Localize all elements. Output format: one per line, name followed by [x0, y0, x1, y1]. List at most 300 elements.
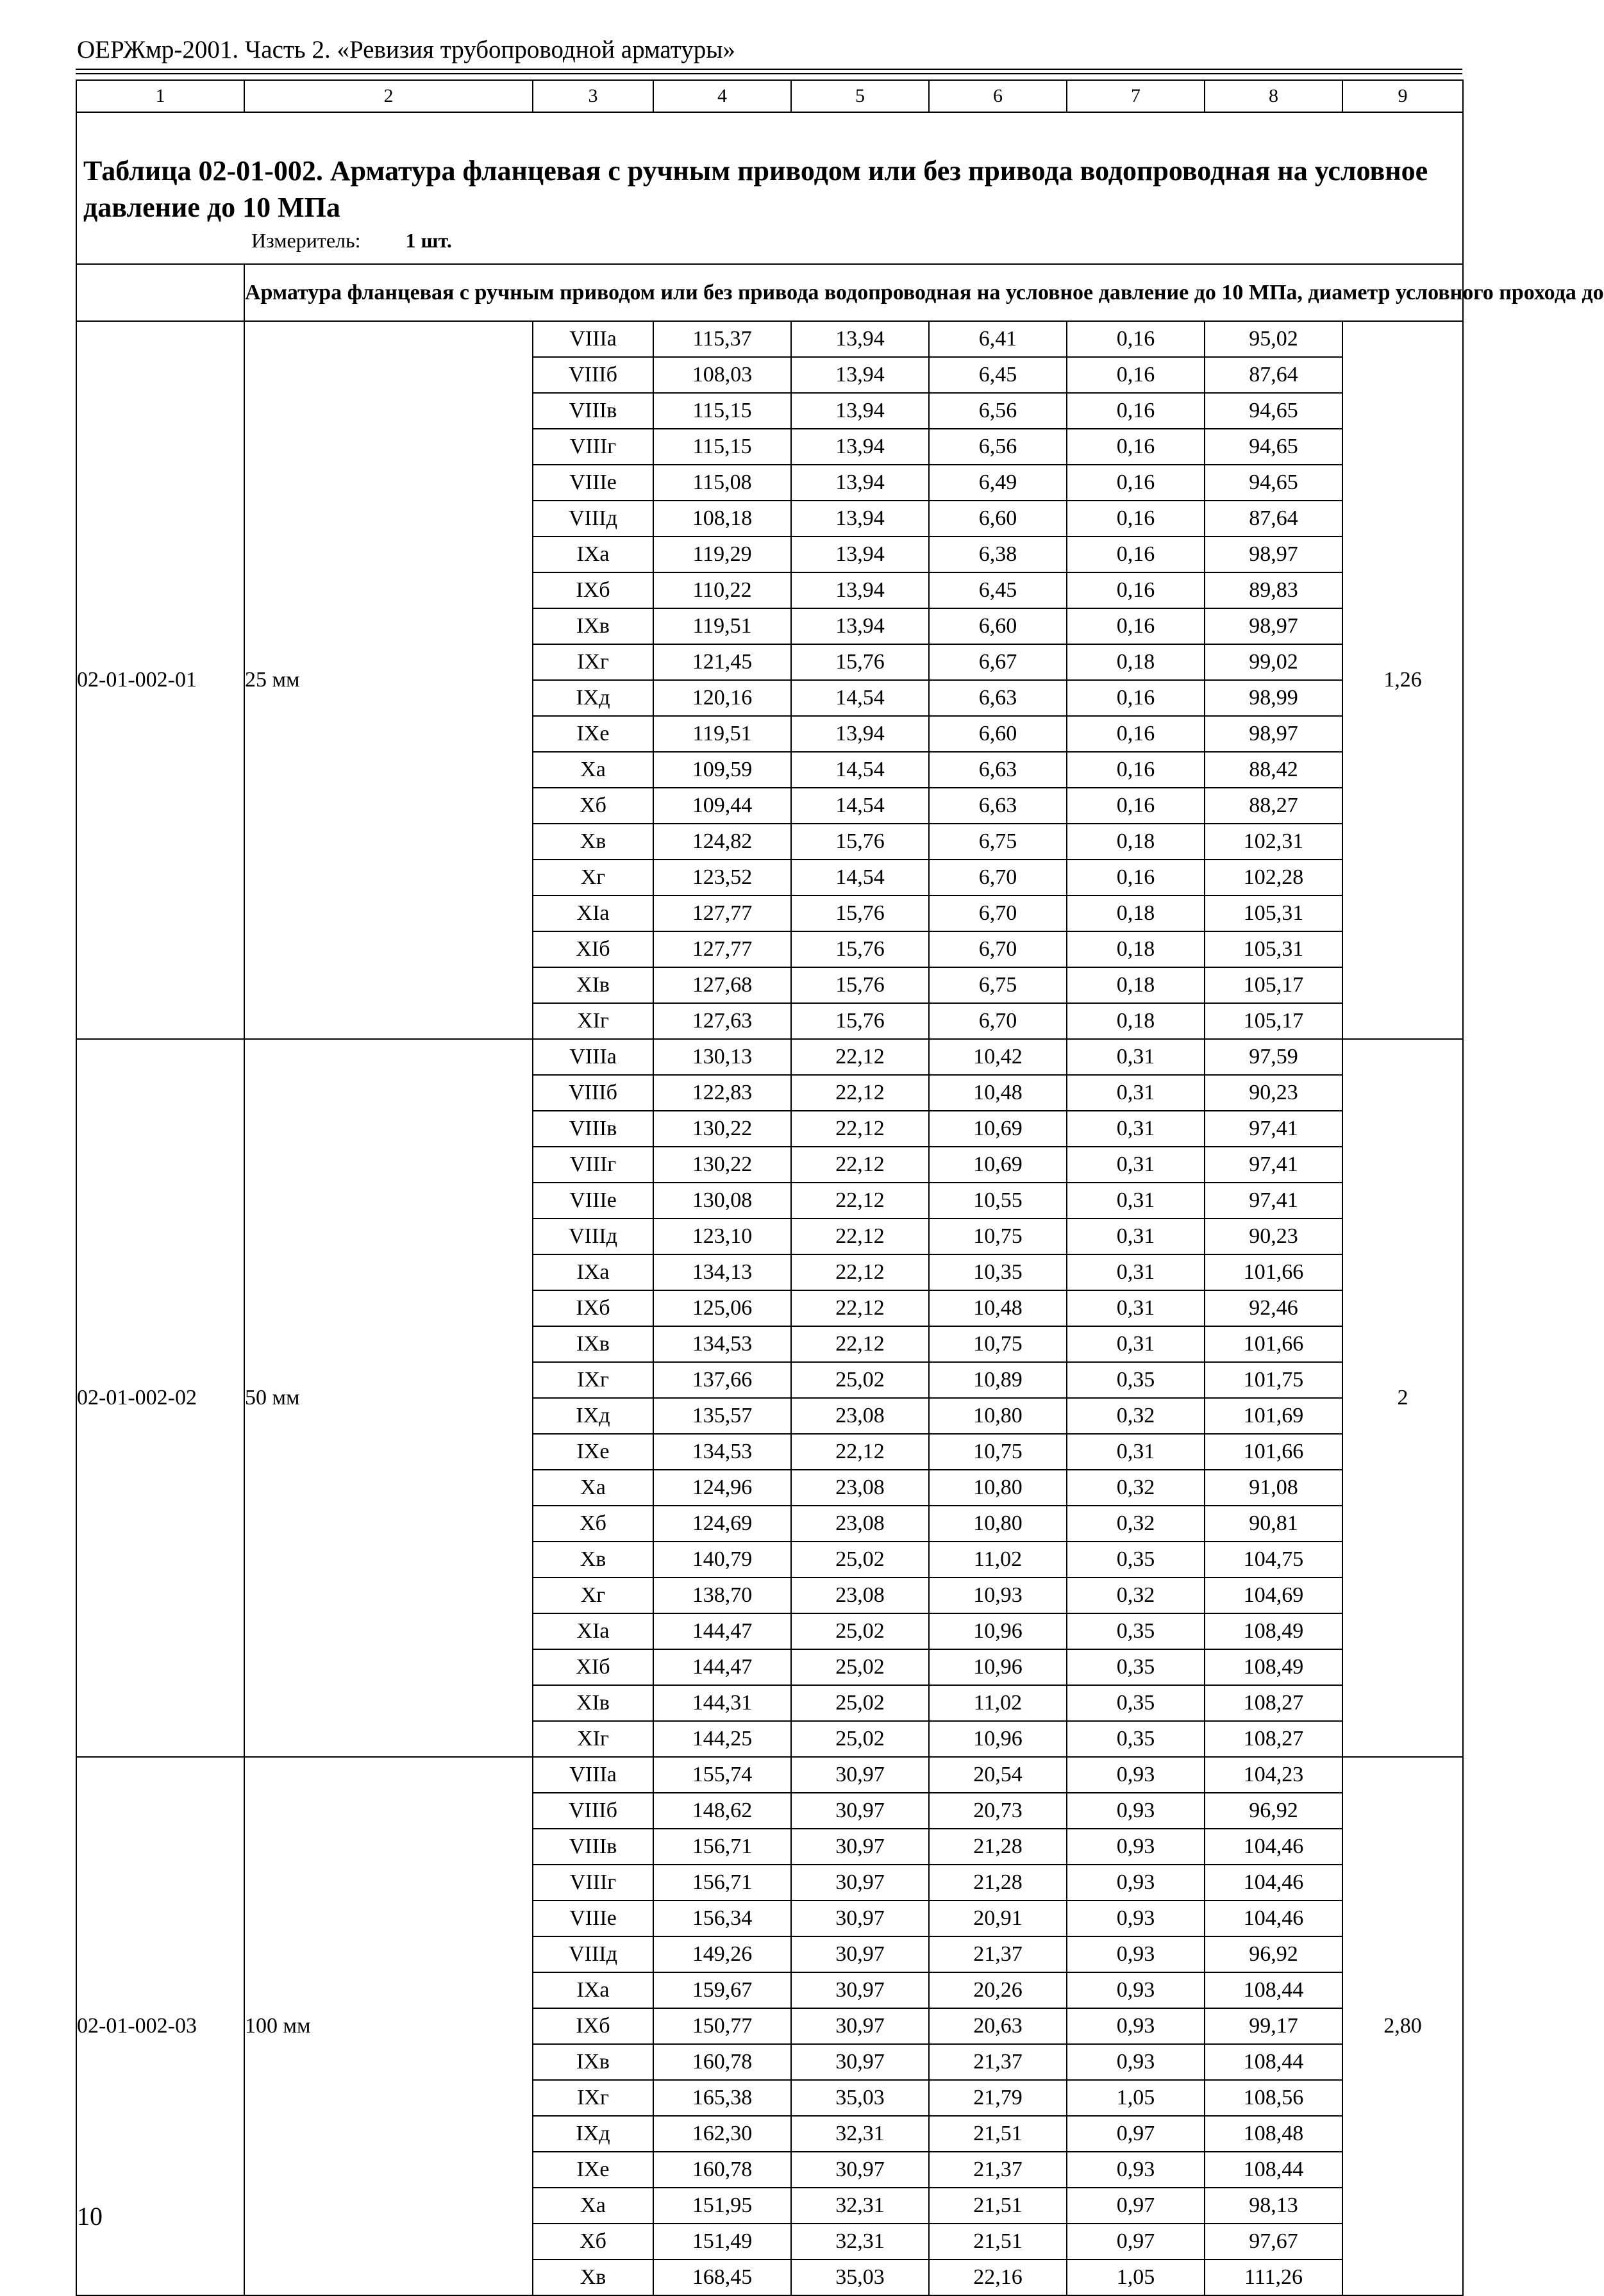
- table-title-cell: [76, 112, 1463, 264]
- total-cell: 122,83: [653, 1075, 791, 1111]
- driver-wages-cell: 0,16: [1067, 465, 1205, 501]
- driver-wages-cell: 0,31: [1067, 1147, 1205, 1183]
- driver-wages-cell: 0,97: [1067, 2224, 1205, 2259]
- total-cell: 115,08: [653, 465, 791, 501]
- category-cell: XIб: [533, 931, 653, 967]
- unit-line: [251, 230, 452, 251]
- wages-cell: 23,08: [791, 1577, 929, 1613]
- table-row: [76, 1757, 1463, 1793]
- wages-cell: 23,08: [791, 1506, 929, 1542]
- unit-value: 1 шт.: [405, 229, 452, 252]
- category-cell: IXг: [533, 2080, 653, 2116]
- machines-cell: 10,80: [929, 1506, 1067, 1542]
- total-cell: 134,13: [653, 1254, 791, 1290]
- materials-cell: 104,46: [1205, 1829, 1342, 1865]
- table-row: [76, 1039, 1463, 1075]
- materials-cell: 105,17: [1205, 967, 1342, 1003]
- machines-cell: 6,56: [929, 429, 1067, 465]
- total-cell: 124,82: [653, 824, 791, 860]
- machines-cell: 10,75: [929, 1434, 1067, 1470]
- materials-cell: 108,44: [1205, 2044, 1342, 2080]
- total-cell: 148,62: [653, 1793, 791, 1829]
- machines-cell: 10,89: [929, 1362, 1067, 1398]
- driver-wages-cell: 0,31: [1067, 1111, 1205, 1147]
- column-number: 9: [1342, 80, 1463, 112]
- category-cell: Xг: [533, 860, 653, 895]
- materials-cell: 104,46: [1205, 1865, 1342, 1901]
- driver-wages-cell: 0,93: [1067, 2044, 1205, 2080]
- materials-cell: 102,28: [1205, 860, 1342, 895]
- column-number-row: [76, 80, 1463, 112]
- machines-cell: 10,96: [929, 1613, 1067, 1649]
- total-cell: 144,47: [653, 1649, 791, 1685]
- total-cell: 127,77: [653, 931, 791, 967]
- machines-cell: 11,02: [929, 1542, 1067, 1577]
- category-cell: VIIIв: [533, 393, 653, 429]
- total-cell: 160,78: [653, 2152, 791, 2188]
- total-cell: 135,57: [653, 1398, 791, 1434]
- column-number: 4: [653, 80, 791, 112]
- total-cell: 155,74: [653, 1757, 791, 1793]
- materials-cell: 97,41: [1205, 1183, 1342, 1219]
- category-cell: XIг: [533, 1003, 653, 1039]
- total-cell: 130,08: [653, 1183, 791, 1219]
- total-cell: 108,03: [653, 357, 791, 393]
- rates-table: [76, 79, 1604, 2296]
- driver-wages-cell: 0,32: [1067, 1398, 1205, 1434]
- wages-cell: 25,02: [791, 1721, 929, 1757]
- machines-cell: 10,69: [929, 1147, 1067, 1183]
- machines-cell: 6,45: [929, 357, 1067, 393]
- driver-wages-cell: 0,35: [1067, 1721, 1205, 1757]
- materials-cell: 105,17: [1205, 1003, 1342, 1039]
- driver-wages-cell: 1,05: [1067, 2259, 1205, 2295]
- category-cell: IXе: [533, 716, 653, 752]
- driver-wages-cell: 0,35: [1067, 1649, 1205, 1685]
- wages-cell: 25,02: [791, 1685, 929, 1721]
- materials-cell: 108,27: [1205, 1721, 1342, 1757]
- machines-cell: 6,49: [929, 465, 1067, 501]
- driver-wages-cell: 0,16: [1067, 321, 1205, 357]
- wages-cell: 13,94: [791, 357, 929, 393]
- total-cell: 121,45: [653, 644, 791, 680]
- driver-wages-cell: 0,16: [1067, 788, 1205, 824]
- materials-cell: 90,23: [1205, 1219, 1342, 1254]
- total-cell: 159,67: [653, 1972, 791, 2008]
- wages-cell: 30,97: [791, 2044, 929, 2080]
- driver-wages-cell: 0,31: [1067, 1039, 1205, 1075]
- machines-cell: 10,42: [929, 1039, 1067, 1075]
- machines-cell: 6,63: [929, 680, 1067, 716]
- wages-cell: 22,12: [791, 1039, 929, 1075]
- machines-cell: 21,28: [929, 1865, 1067, 1901]
- materials-cell: 111,26: [1205, 2259, 1342, 2295]
- machines-cell: 20,73: [929, 1793, 1067, 1829]
- category-cell: Xб: [533, 788, 653, 824]
- wages-cell: 23,08: [791, 1398, 929, 1434]
- category-cell: XIв: [533, 1685, 653, 1721]
- category-cell: VIIIа: [533, 321, 653, 357]
- category-cell: VIIIг: [533, 1147, 653, 1183]
- diameter: 50 мм: [244, 1039, 533, 1757]
- machines-cell: 6,75: [929, 824, 1067, 860]
- materials-cell: 108,49: [1205, 1613, 1342, 1649]
- driver-wages-cell: 0,18: [1067, 895, 1205, 931]
- diameter: 25 мм: [244, 321, 533, 1039]
- column-9-value: 1,26: [1342, 321, 1463, 1039]
- total-cell: 162,30: [653, 2116, 791, 2152]
- materials-cell: 101,66: [1205, 1326, 1342, 1362]
- machines-cell: 6,41: [929, 321, 1067, 357]
- total-cell: 168,45: [653, 2259, 791, 2295]
- wages-cell: 22,12: [791, 1075, 929, 1111]
- unit-label: Измеритель:: [251, 229, 361, 252]
- category-cell: IXд: [533, 1398, 653, 1434]
- driver-wages-cell: 0,35: [1067, 1362, 1205, 1398]
- driver-wages-cell: 0,16: [1067, 680, 1205, 716]
- materials-cell: 108,27: [1205, 1685, 1342, 1721]
- driver-wages-cell: 0,16: [1067, 357, 1205, 393]
- machines-cell: 6,70: [929, 860, 1067, 895]
- machines-cell: 6,60: [929, 716, 1067, 752]
- category-cell: VIIIб: [533, 1075, 653, 1111]
- driver-wages-cell: 0,18: [1067, 644, 1205, 680]
- materials-cell: 102,31: [1205, 824, 1342, 860]
- wages-cell: 14,54: [791, 788, 929, 824]
- category-cell: XIб: [533, 1649, 653, 1685]
- category-cell: IXе: [533, 2152, 653, 2188]
- machines-cell: 6,67: [929, 644, 1067, 680]
- total-cell: 156,71: [653, 1865, 791, 1901]
- materials-cell: 108,44: [1205, 1972, 1342, 2008]
- materials-cell: 101,66: [1205, 1434, 1342, 1470]
- wages-cell: 23,08: [791, 1470, 929, 1506]
- category-cell: VIIIв: [533, 1111, 653, 1147]
- total-cell: 130,22: [653, 1147, 791, 1183]
- driver-wages-cell: 0,31: [1067, 1075, 1205, 1111]
- materials-cell: 94,65: [1205, 465, 1342, 501]
- materials-cell: 92,46: [1205, 1290, 1342, 1326]
- materials-cell: 94,65: [1205, 393, 1342, 429]
- wages-cell: 30,97: [791, 2152, 929, 2188]
- driver-wages-cell: 0,18: [1067, 1003, 1205, 1039]
- category-cell: IXб: [533, 2008, 653, 2044]
- total-cell: 120,16: [653, 680, 791, 716]
- column-number: 8: [1205, 80, 1342, 112]
- materials-cell: 99,17: [1205, 2008, 1342, 2044]
- total-cell: 151,95: [653, 2188, 791, 2224]
- subheading-row: [76, 264, 1463, 321]
- driver-wages-cell: 0,16: [1067, 537, 1205, 572]
- machines-cell: 21,37: [929, 2152, 1067, 2188]
- wages-cell: 32,31: [791, 2188, 929, 2224]
- machines-cell: 6,60: [929, 501, 1067, 537]
- column-number: 5: [791, 80, 929, 112]
- machines-cell: 6,63: [929, 752, 1067, 788]
- machines-cell: 6,70: [929, 1003, 1067, 1039]
- wages-cell: 30,97: [791, 1901, 929, 1936]
- materials-cell: 108,48: [1205, 2116, 1342, 2152]
- driver-wages-cell: 0,16: [1067, 860, 1205, 895]
- driver-wages-cell: 0,93: [1067, 1936, 1205, 1972]
- materials-cell: 96,92: [1205, 1793, 1342, 1829]
- machines-cell: 10,80: [929, 1398, 1067, 1434]
- wages-cell: 13,94: [791, 393, 929, 429]
- materials-cell: 90,23: [1205, 1075, 1342, 1111]
- materials-cell: 91,08: [1205, 1470, 1342, 1506]
- category-cell: Xа: [533, 1470, 653, 1506]
- wages-cell: 30,97: [791, 1936, 929, 1972]
- wages-cell: 14,54: [791, 860, 929, 895]
- materials-cell: 108,49: [1205, 1649, 1342, 1685]
- materials-cell: 87,64: [1205, 501, 1342, 537]
- wages-cell: 13,94: [791, 501, 929, 537]
- total-cell: 156,34: [653, 1901, 791, 1936]
- wages-cell: 30,97: [791, 1865, 929, 1901]
- category-cell: XIа: [533, 895, 653, 931]
- total-cell: 151,49: [653, 2224, 791, 2259]
- materials-cell: 88,27: [1205, 788, 1342, 824]
- wages-cell: 15,76: [791, 644, 929, 680]
- materials-cell: 101,66: [1205, 1254, 1342, 1290]
- materials-cell: 104,69: [1205, 1577, 1342, 1613]
- category-cell: VIIIг: [533, 1865, 653, 1901]
- machines-cell: 6,45: [929, 572, 1067, 608]
- driver-wages-cell: 0,93: [1067, 1901, 1205, 1936]
- total-cell: 110,22: [653, 572, 791, 608]
- materials-cell: 88,42: [1205, 752, 1342, 788]
- wages-cell: 25,02: [791, 1613, 929, 1649]
- category-cell: IXб: [533, 1290, 653, 1326]
- total-cell: 109,59: [653, 752, 791, 788]
- driver-wages-cell: 0,16: [1067, 501, 1205, 537]
- materials-cell: 98,97: [1205, 716, 1342, 752]
- wages-cell: 22,12: [791, 1219, 929, 1254]
- wages-cell: 30,97: [791, 1793, 929, 1829]
- driver-wages-cell: 0,32: [1067, 1506, 1205, 1542]
- total-cell: 130,13: [653, 1039, 791, 1075]
- wages-cell: 35,03: [791, 2080, 929, 2116]
- total-cell: 144,25: [653, 1721, 791, 1757]
- machines-cell: 21,51: [929, 2188, 1067, 2224]
- total-cell: 119,29: [653, 537, 791, 572]
- materials-cell: 104,75: [1205, 1542, 1342, 1577]
- driver-wages-cell: 0,18: [1067, 931, 1205, 967]
- materials-cell: 108,44: [1205, 2152, 1342, 2188]
- category-cell: IXа: [533, 537, 653, 572]
- materials-cell: 105,31: [1205, 931, 1342, 967]
- materials-cell: 95,02: [1205, 321, 1342, 357]
- table-row: [76, 321, 1463, 357]
- total-cell: 150,77: [653, 2008, 791, 2044]
- wages-cell: 13,94: [791, 572, 929, 608]
- machines-cell: 10,75: [929, 1326, 1067, 1362]
- driver-wages-cell: 0,16: [1067, 572, 1205, 608]
- wages-cell: 22,12: [791, 1434, 929, 1470]
- subheading: Арматура фланцевая с ручным приводом или без привода водопроводная на условное давление до 10 МПа, диаметр условного прохода до: [244, 264, 1463, 321]
- machines-cell: 20,54: [929, 1757, 1067, 1793]
- total-cell: 125,06: [653, 1290, 791, 1326]
- machines-cell: 10,35: [929, 1254, 1067, 1290]
- driver-wages-cell: 0,32: [1067, 1470, 1205, 1506]
- rate-code: 02-01-002-01: [76, 321, 244, 1039]
- rate-code: 02-01-002-03: [76, 1757, 244, 2295]
- wages-cell: 15,76: [791, 895, 929, 931]
- driver-wages-cell: 0,16: [1067, 716, 1205, 752]
- machines-cell: 21,28: [929, 1829, 1067, 1865]
- category-cell: IXд: [533, 680, 653, 716]
- driver-wages-cell: 0,93: [1067, 1829, 1205, 1865]
- driver-wages-cell: 1,05: [1067, 2080, 1205, 2116]
- driver-wages-cell: 0,93: [1067, 1865, 1205, 1901]
- machines-cell: 6,70: [929, 931, 1067, 967]
- header-rule: [76, 69, 1462, 70]
- wages-cell: 30,97: [791, 2008, 929, 2044]
- machines-cell: 10,48: [929, 1290, 1067, 1326]
- category-cell: Xб: [533, 1506, 653, 1542]
- wages-cell: 15,76: [791, 1003, 929, 1039]
- column-number: 2: [244, 80, 533, 112]
- category-cell: IXб: [533, 572, 653, 608]
- category-cell: VIIIе: [533, 1183, 653, 1219]
- total-cell: 119,51: [653, 608, 791, 644]
- total-cell: 127,77: [653, 895, 791, 931]
- machines-cell: 6,75: [929, 967, 1067, 1003]
- materials-cell: 97,41: [1205, 1111, 1342, 1147]
- materials-cell: 104,46: [1205, 1901, 1342, 1936]
- machines-cell: 10,93: [929, 1577, 1067, 1613]
- wages-cell: 22,12: [791, 1290, 929, 1326]
- machines-cell: 10,48: [929, 1075, 1067, 1111]
- wages-cell: 13,94: [791, 537, 929, 572]
- rate-code: 02-01-002-02: [76, 1039, 244, 1757]
- category-cell: VIIIа: [533, 1757, 653, 1793]
- machines-cell: 10,96: [929, 1649, 1067, 1685]
- total-cell: 160,78: [653, 2044, 791, 2080]
- wages-cell: 13,94: [791, 716, 929, 752]
- column-number: 1: [76, 80, 244, 112]
- total-cell: 119,51: [653, 716, 791, 752]
- category-cell: VIIIг: [533, 429, 653, 465]
- machines-cell: 11,02: [929, 1685, 1067, 1721]
- wages-cell: 35,03: [791, 2259, 929, 2295]
- materials-cell: 97,59: [1205, 1039, 1342, 1075]
- page-number: 10: [77, 2202, 103, 2231]
- total-cell: 144,31: [653, 1685, 791, 1721]
- machines-cell: 10,69: [929, 1111, 1067, 1147]
- total-cell: 165,38: [653, 2080, 791, 2116]
- total-cell: 115,15: [653, 393, 791, 429]
- wages-cell: 30,97: [791, 1829, 929, 1865]
- driver-wages-cell: 0,16: [1067, 608, 1205, 644]
- table-title-row: [76, 112, 1463, 264]
- category-cell: Xб: [533, 2224, 653, 2259]
- total-cell: 134,53: [653, 1434, 791, 1470]
- machines-cell: 20,91: [929, 1901, 1067, 1936]
- total-cell: 138,70: [653, 1577, 791, 1613]
- total-cell: 108,18: [653, 501, 791, 537]
- driver-wages-cell: 0,97: [1067, 2188, 1205, 2224]
- driver-wages-cell: 0,31: [1067, 1290, 1205, 1326]
- materials-cell: 97,67: [1205, 2224, 1342, 2259]
- wages-cell: 22,12: [791, 1326, 929, 1362]
- materials-cell: 98,13: [1205, 2188, 1342, 2224]
- machines-cell: 10,55: [929, 1183, 1067, 1219]
- machines-cell: 10,96: [929, 1721, 1067, 1757]
- materials-cell: 104,23: [1205, 1757, 1342, 1793]
- wages-cell: 22,12: [791, 1111, 929, 1147]
- diameter: 100 мм: [244, 1757, 533, 2295]
- driver-wages-cell: 0,97: [1067, 2116, 1205, 2152]
- total-cell: 149,26: [653, 1936, 791, 1972]
- materials-cell: 97,41: [1205, 1147, 1342, 1183]
- materials-cell: 101,75: [1205, 1362, 1342, 1398]
- category-cell: IXв: [533, 608, 653, 644]
- driver-wages-cell: 0,18: [1067, 824, 1205, 860]
- wages-cell: 30,97: [791, 1757, 929, 1793]
- driver-wages-cell: 0,32: [1067, 1577, 1205, 1613]
- total-cell: 144,47: [653, 1613, 791, 1649]
- total-cell: 137,66: [653, 1362, 791, 1398]
- driver-wages-cell: 0,31: [1067, 1326, 1205, 1362]
- materials-cell: 99,02: [1205, 644, 1342, 680]
- driver-wages-cell: 0,16: [1067, 393, 1205, 429]
- subheading-blank: [76, 264, 244, 321]
- category-cell: VIIIе: [533, 465, 653, 501]
- category-cell: VIIIв: [533, 1829, 653, 1865]
- driver-wages-cell: 0,31: [1067, 1434, 1205, 1470]
- wages-cell: 14,54: [791, 752, 929, 788]
- machines-cell: 20,26: [929, 1972, 1067, 2008]
- table-title: Таблица 02-01-002. Арматура фланцевая с ручным приводом или без привода водопроводная на условное давление до 10 МПа: [83, 155, 1428, 223]
- driver-wages-cell: 0,93: [1067, 1972, 1205, 2008]
- total-cell: 123,10: [653, 1219, 791, 1254]
- machines-cell: 6,56: [929, 393, 1067, 429]
- machines-cell: 21,37: [929, 1936, 1067, 1972]
- category-cell: IXа: [533, 1972, 653, 2008]
- category-cell: XIг: [533, 1721, 653, 1757]
- machines-cell: 21,51: [929, 2224, 1067, 2259]
- category-cell: Xг: [533, 1577, 653, 1613]
- category-cell: VIIIа: [533, 1039, 653, 1075]
- materials-cell: 98,99: [1205, 680, 1342, 716]
- column-9-value: 2,80: [1342, 1757, 1463, 2295]
- wages-cell: 13,94: [791, 429, 929, 465]
- total-cell: 123,52: [653, 860, 791, 895]
- driver-wages-cell: 0,31: [1067, 1183, 1205, 1219]
- driver-wages-cell: 0,16: [1067, 752, 1205, 788]
- wages-cell: 13,94: [791, 321, 929, 357]
- machines-cell: 6,70: [929, 895, 1067, 931]
- category-cell: IXе: [533, 1434, 653, 1470]
- materials-cell: 94,65: [1205, 429, 1342, 465]
- machines-cell: 6,63: [929, 788, 1067, 824]
- wages-cell: 32,31: [791, 2224, 929, 2259]
- category-cell: VIIIд: [533, 501, 653, 537]
- driver-wages-cell: 0,35: [1067, 1685, 1205, 1721]
- total-cell: 115,15: [653, 429, 791, 465]
- category-cell: Xв: [533, 824, 653, 860]
- category-cell: IXа: [533, 1254, 653, 1290]
- driver-wages-cell: 0,35: [1067, 1542, 1205, 1577]
- header-rule: [76, 73, 1462, 74]
- wages-cell: 13,94: [791, 465, 929, 501]
- wages-cell: 32,31: [791, 2116, 929, 2152]
- column-number: 3: [533, 80, 653, 112]
- driver-wages-cell: 0,18: [1067, 967, 1205, 1003]
- wages-cell: 15,76: [791, 967, 929, 1003]
- wages-cell: 30,97: [791, 1972, 929, 2008]
